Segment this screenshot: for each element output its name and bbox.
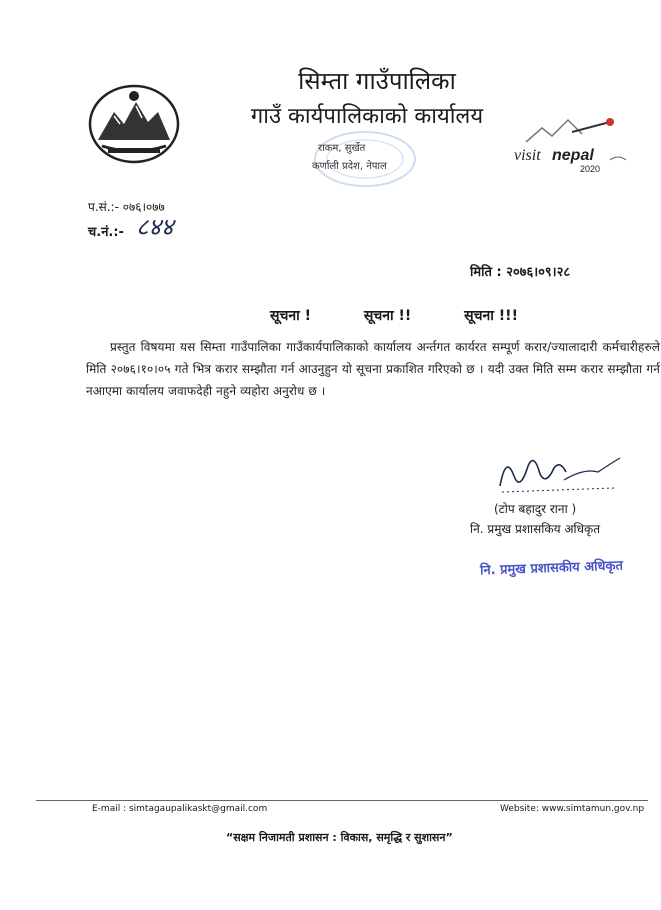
svg-text:visit: visit — [514, 147, 541, 164]
address-line-2: कर्णाली प्रदेश, नेपाल — [312, 161, 387, 172]
footer-divider — [36, 800, 648, 801]
svg-text:2020: 2020 — [580, 164, 601, 174]
notice-heading-2: सूचना !! — [363, 308, 412, 324]
signature-icon — [494, 446, 624, 498]
footer-email: E-mail : simtagaupalikaskt@gmail.com — [92, 804, 268, 814]
svg-text:nepal: nepal — [552, 147, 594, 164]
reference-fiscal-year: प.सं.:- ०७६।०७७ — [88, 200, 165, 214]
office-name: गाउँ कार्यपालिकाको कार्यालय — [250, 104, 484, 129]
footer-website: Website: www.simtamun.gov.np — [500, 804, 645, 814]
footer-slogan: “सक्षम निजामती प्रशासन : विकास, समृद्धि र सुशासन” — [226, 831, 453, 844]
dispatch-number-handwritten: ८४४ — [136, 213, 174, 241]
date-line — [470, 262, 570, 280]
date-value: २०७६।०९।२८ — [506, 265, 571, 280]
date-label: मिति : — [470, 265, 502, 280]
notice-headings — [270, 306, 566, 325]
official-seal-stamp: नि. प्रमुख प्रशासकीय अधिकृत — [479, 558, 624, 579]
notice-heading-3: सूचना !!! — [464, 308, 518, 324]
signer-name: (टोप बहादुर राना ) — [494, 502, 577, 516]
signer-title: नि. प्रमुख प्रशासकिय अधिकृत — [470, 522, 601, 536]
address-line-1: राकम, सुर्खेत — [318, 143, 366, 154]
visit-nepal-logo-icon — [512, 112, 632, 174]
org-name: सिम्ता गाउँपालिका — [298, 67, 456, 95]
notice-body: प्रस्तुत विषयमा यस सिम्ता गाउँपालिका गाउँकार्यपालिकाको कार्यालय अर्न्तगत कार्यरत सम्पूर्ण करार/ज्यालादारी कर्मचारीहरुले मिति २०७६।१०।०५ गते भित्र करार सम्झौता गर्न आउनुहुन यो सूचना प्रकाशित गरिएको छ । यदी उक्त मिति सम्म करार सम्झौता गर्न नआएमा कार्यालय जवाफदेही नहुने व्यहोरा अनुरोध छ । — [86, 340, 660, 398]
notice-heading-1: सूचना ! — [270, 308, 312, 324]
nepal-government-emblem-icon — [84, 82, 184, 166]
reference-dispatch-label: च.नं.:- — [88, 225, 124, 240]
